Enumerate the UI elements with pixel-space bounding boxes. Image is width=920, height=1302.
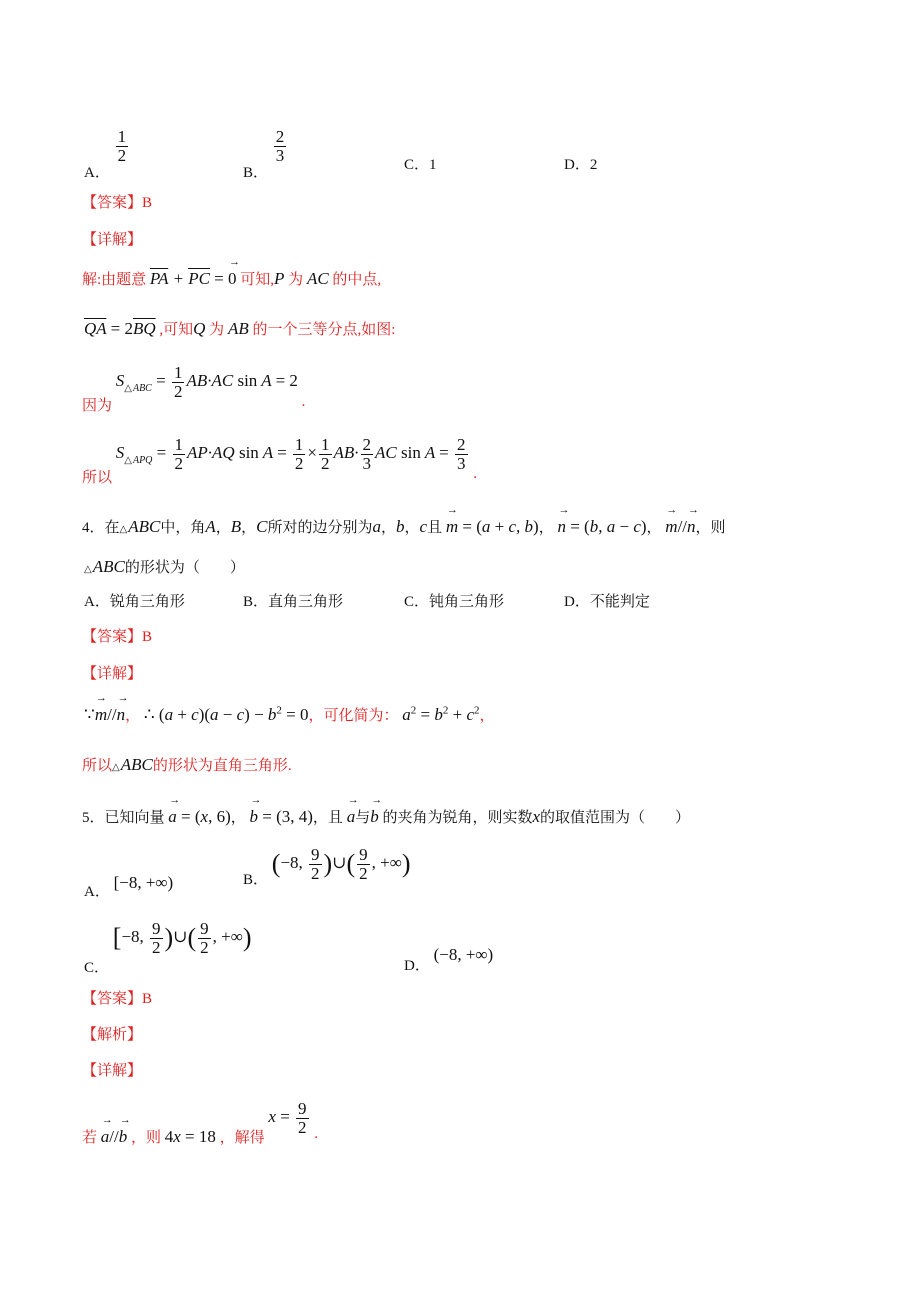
vector-equation: $\overline{PA} + \overline{PC}$ = → 0: [150, 269, 237, 288]
fraction: $\frac{2}{3}$: [275, 127, 285, 165]
q4-solution-line2: 所以△ABC的形状为直角三角形.: [82, 755, 292, 774]
q5-solution: 若 → a//→ b ，则 4x = 18 ，解得 x = $\frac{9}{2}$ .: [82, 1100, 318, 1137]
option-label: A．: [84, 164, 110, 181]
q5-option-d: D． (−8, +∞): [404, 945, 494, 974]
q3-solution-line1: 解:由题意 $\overline{PA} + \overline{PC}$ = → 0 可知,P 为 AC 的中点,: [82, 268, 381, 289]
q4-option-b: B．直角三角形: [243, 594, 344, 610]
q3-solution-line2: $\overline{QA} = 2\overline{BQ}$ ,可知Q 为 AB 的一个三等分点,如图:: [84, 319, 396, 338]
derived-equation: ∴ $(a + c)(a - c) - b^2 = 0$: [143, 704, 309, 724]
q4-stem-line2: △ABC的形状为（ ）: [84, 557, 245, 576]
q5-answer: 【答案】B: [82, 991, 153, 1007]
q4-detail-heading: 【详解】: [82, 666, 143, 682]
q5-stem: 5．已知向量 → a = (x, 6)， → b = (3, 4)，且 → a与→ b 的夹角为锐角，则实数x的取值范围为（ ）: [82, 806, 690, 827]
vector-n: → n = (b, a − c): [557, 517, 646, 536]
q3-option-d: D．2: [564, 157, 598, 173]
interval: [−8, $\frac{9}{2}$ )∪( $\frac{9}{2}$ , +∞): [112, 919, 252, 957]
q3-option-b: [243, 127, 288, 181]
q5-option-c: C． [−8, $\frac{9}{2}$ )∪( $\frac{9}{2}$ , +∞): [84, 919, 252, 977]
q4-option-c: C．钝角三角形: [404, 594, 505, 610]
solution-value: x = $\frac{9}{2}$: [268, 1099, 307, 1137]
q4-solution-line1: ∵→ m//→ n， ∴ $(a + c)(a - c) - b^2 = 0$，可化简为： $a^2 = b^2 + c^2$，: [84, 704, 495, 725]
interval: [−8, +∞): [113, 873, 174, 892]
q3-option-c: C．1: [404, 157, 437, 173]
q4-option-d: D．不能判定: [564, 594, 650, 610]
q4-stem-line1: 4．在△ABC中，角A，B，C所对的边分别为a，b，c且 → m = (a + c, b)， → n = (b, a − c)， → m//→ n，则: [82, 516, 726, 537]
vector-m: → m = (a + c, b): [446, 517, 539, 536]
interval: (−8, +∞): [433, 945, 494, 964]
q3-detail-heading: 【详解】: [82, 232, 143, 248]
fraction: $\frac{1}{2}$: [117, 127, 127, 165]
vector-equation: $\overline{QA} = 2\overline{BQ}$: [84, 319, 156, 338]
q3-option-a: [84, 127, 130, 181]
option-label: B．: [243, 164, 269, 181]
q5-analysis-heading: 【解析】: [82, 1027, 143, 1043]
q3-answer: 【答案】B: [82, 195, 153, 211]
parallel-condition: → m//→ n: [665, 517, 695, 536]
q5-detail-heading: 【详解】: [82, 1063, 143, 1079]
q4-answer: 【答案】B: [82, 629, 153, 645]
because-condition: ∵→ m//→ n: [84, 705, 125, 724]
interval: (−8, $\frac{9}{2}$ )∪( $\frac{9}{2}$ , +∞): [271, 845, 411, 883]
parallel-condition: → a//→ b: [101, 1127, 127, 1146]
vector-b: → b = (3, 4): [250, 807, 313, 826]
area-formula: $S_{\triangle ABC}$ = $\frac{1}{2}$ AB·AC sin A = 2: [115, 363, 298, 401]
simplified-equation: $a^2 = b^2 + c^2$: [402, 704, 480, 724]
q3-solution-line3: 因为 $S_{\triangle ABC}$ = $\frac{1}{2}$ AB·AC sin A = 2 .: [82, 363, 306, 415]
area-formula: $S_{\triangle APQ}$ = $\frac{1}{2}$ AP·AQ sin A = $\frac{1}{2}$ × $\frac{1}{2}$ AB· $\frac{2}{3}$ AC sin A = $\frac{2}{3}$: [115, 435, 466, 473]
q4-option-a: A．锐角三角形: [84, 594, 185, 610]
q5-option-a: A． [−8, +∞): [84, 873, 174, 900]
q3-solution-line4: 所以 $S_{\triangle APQ}$ = $\frac{1}{2}$ AP·AQ sin A = $\frac{1}{2}$ × $\frac{1}{2}$ AB· $\frac{2}{3}$ AC sin A = $\frac{2}{3}$ .: [82, 435, 477, 487]
linear-equation: 4x = 18: [164, 1127, 216, 1147]
vector-a: → a = (x, 6): [168, 807, 230, 826]
q5-option-b: B． (−8, $\frac{9}{2}$ )∪( $\frac{9}{2}$ , +∞): [243, 845, 411, 889]
